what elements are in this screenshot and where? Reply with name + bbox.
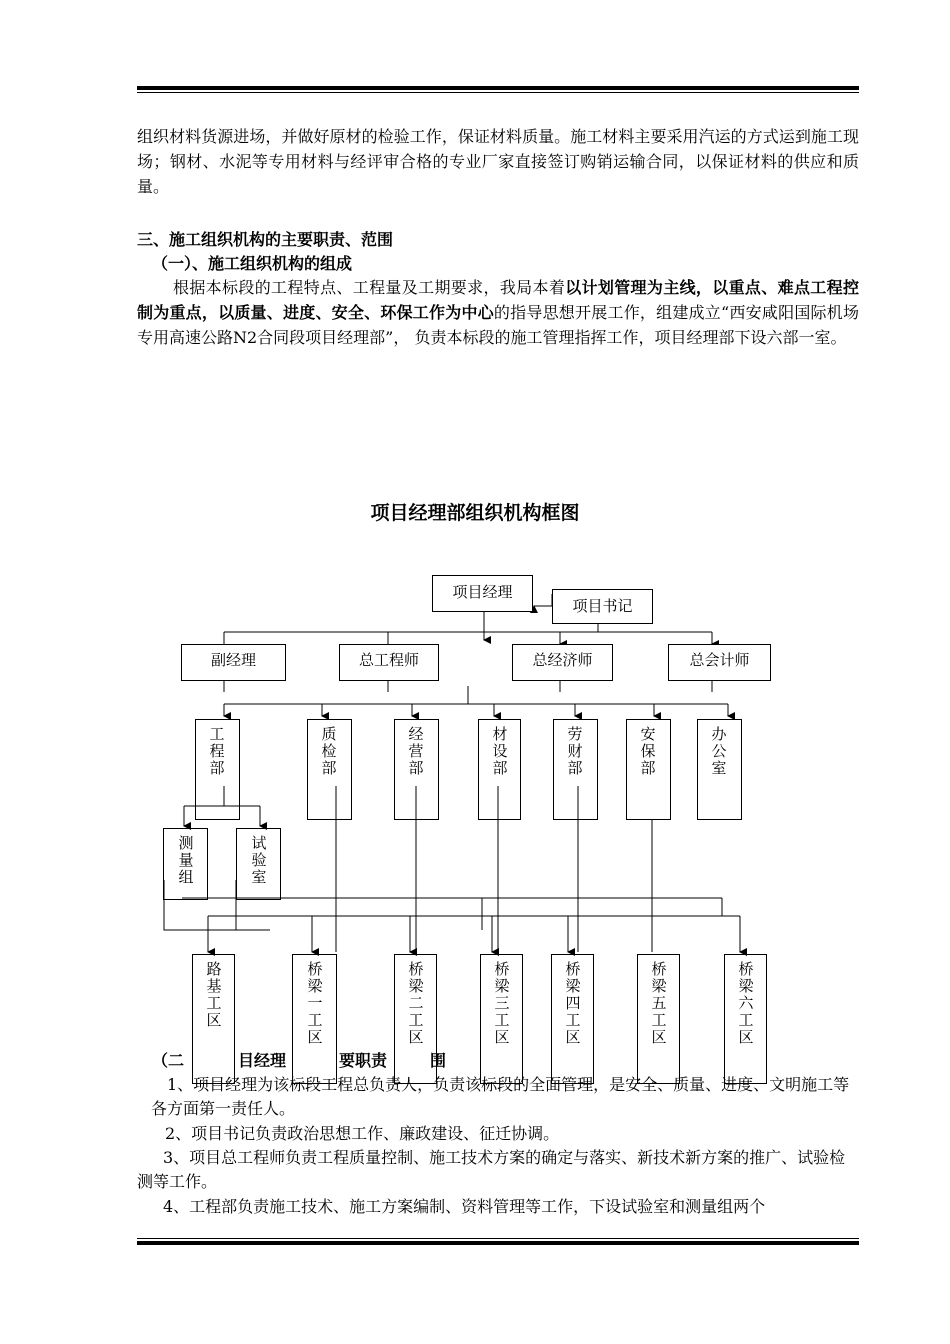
para-text-2: 的指导思想开展工作，组建成立“西安咸阳国际机场专用高速公路N2合同段项目经理部”， 负责本标段的施工管理指挥工作，项目经理部下设六部一室。 [137,303,859,347]
para-text-1: 根据本标段的工程特点、工程量及工期要求，我局本着 [173,278,566,297]
box-area-bridge-6 [724,954,767,1084]
text-dept-finance: 劳财部 [567,725,583,777]
subsection-heading: （一）、施工组织机构的组成 [152,254,353,273]
text-dept-office: 办公室 [711,725,727,777]
text-area-bridge-3: 桥梁三工区 [494,960,510,1046]
text-dept-safety: 安保部 [640,725,656,777]
box-area-bridge-1 [292,954,337,1084]
box-area-subgrade [192,954,235,1084]
text-area-bridge-1: 桥梁一工区 [307,960,323,1046]
section-heading: 三、施工组织机构的主要职责、范围 [137,230,394,249]
text-dept-quality: 质检部 [321,725,337,777]
text-dept-business: 经营部 [408,725,424,777]
chart-title: 项目经理部组织机构框图 [370,502,580,524]
box-area-bridge-4 [551,954,594,1084]
box-chief-engineer: 总工程师 [339,644,439,681]
line-secretary [534,594,552,606]
text-dept-materials: 材设部 [492,725,508,777]
box-dept-quality [307,719,352,820]
duty-item-2: 2、项目书记负责政治思想工作、廉政建设、征迁协调。 [165,1124,560,1143]
text-area-bridge-6: 桥梁六工区 [738,960,754,1046]
box-dept-materials [478,719,521,820]
text-dept-engineering: 工程部 [209,725,225,777]
subsection2-fragment-1: （二 [152,1051,185,1070]
duty-item-4: 4、工程部负责施工技术、施工方案编制、资料管理等工作，下设试验室和测量组两个 [163,1197,766,1216]
box-dept-finance [553,719,598,820]
box-survey-group [163,828,208,900]
subsection2-fragment-4: 围 [430,1051,447,1070]
box-project-secretary: 项目书记 [552,589,653,624]
box-chief-accountant: 总会计师 [668,644,771,681]
text-area-bridge-4: 桥梁四工区 [565,960,581,1046]
box-dept-engineering [195,719,240,820]
box-project-manager: 项目经理 [432,575,533,612]
text-survey-group: 测量组 [178,834,194,886]
box-dept-business [394,719,439,820]
box-test-lab [236,828,281,900]
para-bold-text: 以计划管理为主线，以重点、难点工程控制为重点，以质量、进度、安全、环保工作为中心 [137,278,859,322]
text-test-lab: 试验室 [251,834,267,886]
subsection2-fragment-3: 要职责 [339,1051,388,1070]
text-area-bridge-2: 桥梁二工区 [408,960,424,1046]
duty-item-3: 3、项目总工程师负责工程质量控制、施工技术方案的确定与落实、新技术新方案的推广、试验检测等工作。 [137,1148,846,1191]
paragraph-materials: 组织材料货源进场，并做好原材的检验工作，保证材料质量。施工材料主要采用汽运的方式运到施工现场；钢材、水泥等专用材料与经评审合格的专业厂家直接签订购销运输合同，以保证材料的供应和质量。 [137,127,859,196]
duty-item-1: 1、项目经理为该标段工程总负责人，负责该标段的全面管理，是安全、质量、进度、文明施工等各方面第一责任人。 [151,1075,850,1118]
subsection2-fragment-2: 目经理 [238,1051,287,1070]
box-chief-economist: 总经济师 [512,644,613,681]
box-vice-manager: 副经理 [181,644,286,681]
box-dept-office [697,719,742,820]
box-area-bridge-5 [637,954,680,1084]
text-area-subgrade: 路基工区 [206,960,222,1029]
text-area-bridge-5: 桥梁五工区 [651,960,667,1046]
box-dept-safety [626,719,671,820]
box-area-bridge-3 [480,954,523,1084]
